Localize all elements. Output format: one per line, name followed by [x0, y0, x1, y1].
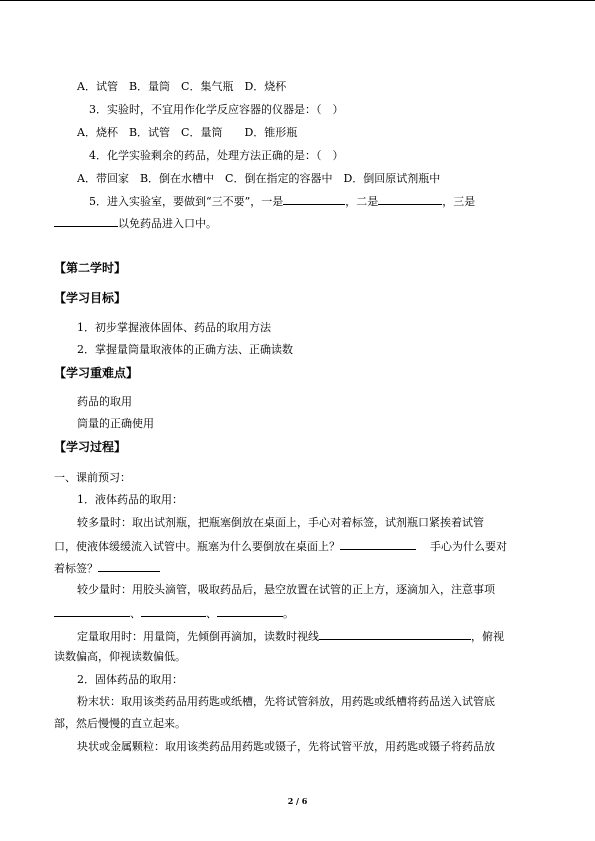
powder-line-2: 部，然后慢慢的直立起来。 [54, 717, 186, 730]
separator-2: 、 [206, 607, 217, 620]
liquid-title: 1．液体药品的取用： [77, 493, 183, 506]
q5-blank-2[interactable] [378, 193, 442, 205]
page-number: 2 / 6 [287, 796, 308, 806]
fixed-amount-text-b: ，俯视 [471, 630, 504, 643]
fixed-amount-line-2: 读数偏高，仰视读数偏低。 [54, 650, 186, 663]
fixed-amount-line-1 [77, 628, 504, 644]
blank-dropper-note-2[interactable] [141, 605, 206, 617]
goal-1: 1．初步掌握液体固体、药品的取用方法 [77, 321, 271, 334]
small-amount-line-1: 较少量时：用胶头滴管，吸取药品后，悬空放置在试管的正上方，逐滴加入，注意事项 [77, 583, 495, 596]
heading-goals: 【学习目标】 [54, 291, 127, 305]
large-amount-line-3 [54, 560, 160, 576]
q5-part-c: ，三是 [442, 195, 476, 208]
fixed-amount-text-a: 定量取用时：用量筒，先倾倒再滴加，读数时视线 [77, 630, 319, 643]
large-amount-text-c: 着标签？ [54, 562, 98, 575]
key-point-2: 筒量的正确使用 [77, 417, 154, 430]
top-rule [0, 0, 595, 1]
large-amount-text-a: 口，使液体缓缓流入试管中。瓶塞为什么要倒放在桌面上？ [54, 540, 340, 553]
q3-text: 3．实验时，不宜用作化学反应容器的仪器是：（ ） [89, 103, 344, 116]
q4-options: A．带回家 B．倒在水槽中 C．倒在指定的容器中 D．倒回原试剂瓶中 [77, 172, 441, 185]
q5-blank-1[interactable] [283, 193, 345, 205]
q5-line [89, 193, 475, 209]
q5-part-b: ，二是 [345, 195, 379, 208]
heading-process: 【学习过程】 [54, 440, 127, 454]
small-amount-line-2 [54, 605, 294, 621]
blank-dropper-note-3[interactable] [217, 605, 283, 617]
separator-1: 、 [130, 607, 141, 620]
large-amount-line-1: 较多量时：取出试剂瓶，把瓶塞倒放在桌面上，手心对着标签，试剂瓶口紧挨着试管 [77, 516, 484, 529]
powder-line-1: 粉末状：取用该类药品用药匙或纸槽，先将试管斜放，用药匙或纸槽将药品送入试管底 [77, 695, 495, 708]
key-point-1: 药品的取用 [77, 395, 132, 408]
q4-text: 4．化学实验剩余的药品，处理方法正确的是：（ ） [89, 149, 344, 162]
blank-label-reason[interactable] [98, 560, 160, 572]
q5-line-2 [54, 215, 217, 231]
q5-part-a: 5．进入实验室，要做到“三不要”，一是 [89, 195, 284, 208]
large-amount-line-2 [54, 538, 507, 554]
large-amount-text-b: 手心为什么要对 [430, 540, 507, 553]
q5-part-d: 以免药品进入口中。 [118, 217, 217, 230]
blank-dropper-note-1[interactable] [54, 605, 130, 617]
q3-options: A．烧杯 B．试管 C．量筒 D．锥形瓶 [77, 126, 298, 139]
solid-title: 2．固体药品的取用： [77, 673, 183, 686]
blank-stopper-reason[interactable] [340, 538, 416, 550]
goal-2: 2．掌握量筒量取液体的正确方法、正确读数 [77, 343, 293, 356]
granule-line-1: 块状或金属颗粒：取用该类药品用药匙或镊子，先将试管平放，用药匙或镊子将药品放 [77, 740, 495, 753]
preview-title: 一、课前预习： [54, 471, 131, 484]
heading-second-lesson: 【第二学时】 [54, 261, 127, 275]
q2-options: A．试管 B．量筒 C．集气瓶 D．烧杯 [77, 80, 287, 93]
heading-key-points: 【学习重难点】 [54, 366, 139, 380]
q5-blank-3[interactable] [54, 215, 118, 227]
period: 。 [283, 607, 294, 620]
blank-sight-line[interactable] [319, 628, 471, 640]
